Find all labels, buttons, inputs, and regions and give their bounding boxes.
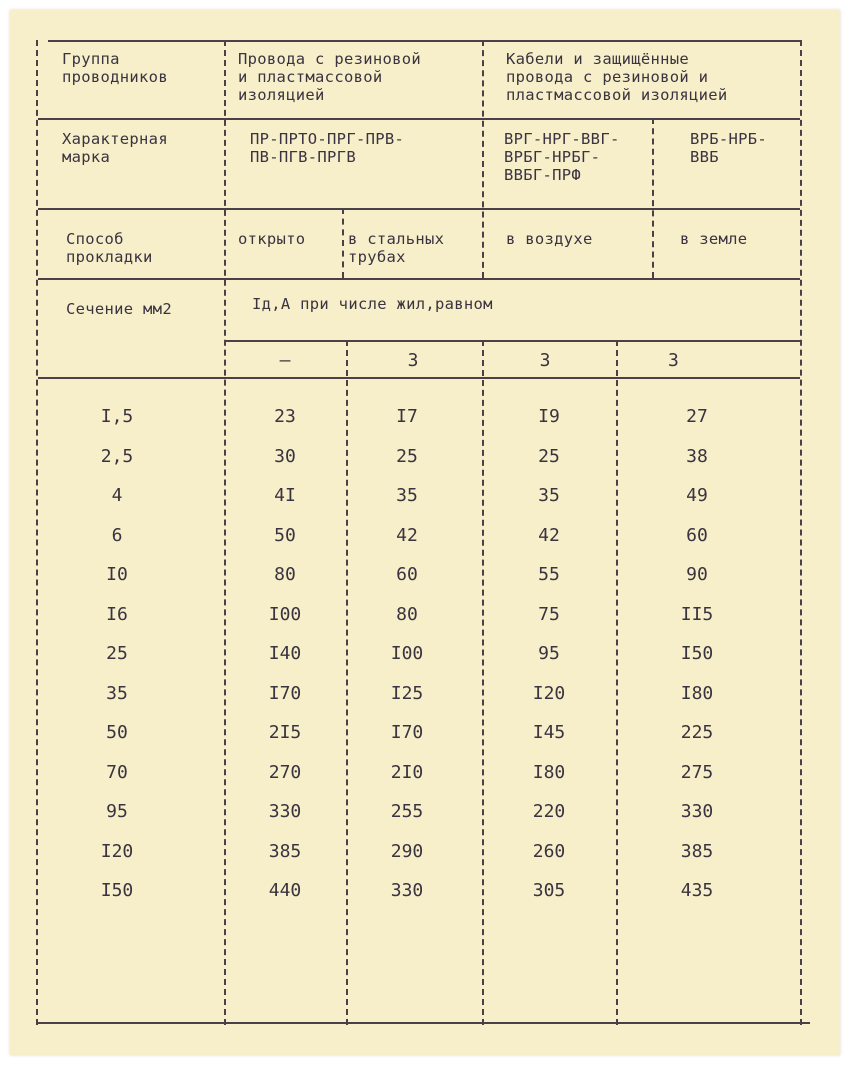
current-cell: 290 [390, 840, 424, 862]
current-cell: 95 [538, 643, 560, 664]
current-cell: 4I [274, 485, 296, 506]
header-wires: Провода с резиновой и пластмассовой изоляцией [238, 50, 422, 104]
header-cables: Кабели и защищённые провода с резиновой и пластмассовой изоляцией [506, 50, 728, 104]
current-cell: 42 [538, 524, 560, 546]
col-line-2b [346, 340, 348, 1025]
col-line-right [800, 40, 802, 1025]
col-line-4 [652, 118, 654, 278]
current-cell: 30 [274, 445, 296, 467]
header-section: Сечение мм2 [66, 300, 172, 318]
laying-ground: в земле [680, 230, 748, 248]
laying-air: в воздухе [506, 230, 593, 248]
current-cell: 42 [396, 524, 418, 546]
header-group: Группа проводников [62, 50, 168, 86]
current-cell: I70 [390, 722, 424, 743]
current-cell: II5 [680, 603, 714, 625]
current-cell: I80 [532, 761, 566, 783]
rule-cores-top [224, 340, 800, 342]
current-cell: I80 [680, 682, 714, 704]
current-cell: 90 [686, 564, 708, 585]
header-current: Iд,А при числе жил,равном [252, 295, 493, 313]
section-cell: I50 [100, 880, 134, 901]
current-cell: 25 [538, 445, 560, 467]
current-cell: 60 [396, 564, 418, 585]
current-cell: 220 [532, 801, 566, 822]
rule-header-bottom [38, 377, 800, 379]
current-cell: 2I5 [268, 722, 302, 743]
col-line-3b [482, 340, 484, 1025]
current-cell: 275 [680, 761, 714, 783]
section-cell: 2,5 [100, 445, 134, 467]
mark-cables-air: ВРГ-НРГ-ВВГ- ВРБГ-НРБГ- ВВБГ-ПРФ [504, 130, 620, 184]
current-cell: 435 [680, 880, 714, 901]
current-cell: 75 [538, 603, 560, 625]
current-cell: 440 [268, 880, 302, 901]
rule-bottom [38, 1022, 810, 1024]
current-cell: I45 [532, 722, 566, 743]
current-cell: 260 [532, 840, 566, 862]
col-line-3 [482, 40, 484, 278]
current-cell: 330 [390, 880, 424, 901]
current-cell: I20 [532, 682, 566, 704]
current-cell: 2I0 [390, 761, 424, 783]
laying-open: открыто [238, 230, 306, 248]
cores-col3: 3 [539, 350, 551, 371]
rule-after-mark [38, 208, 800, 210]
cores-col4: 3 [668, 350, 679, 371]
current-cell: 55 [538, 564, 560, 585]
current-cell: 38 [686, 445, 708, 467]
current-cell: 60 [686, 524, 708, 546]
header-mark: Характерная марка [62, 130, 168, 166]
cores-col1: – [279, 350, 291, 371]
current-cell: 35 [396, 485, 418, 506]
section-cell: 70 [106, 761, 128, 783]
current-cell: 80 [274, 564, 296, 585]
rule-after-laying [38, 278, 800, 280]
header-laying: Способ прокладки [66, 230, 153, 266]
section-cell: I6 [106, 603, 128, 625]
current-cell: 330 [268, 801, 302, 822]
current-cell: I7 [396, 406, 418, 427]
current-cell: 25 [396, 445, 418, 467]
section-cell: 4 [111, 485, 123, 506]
current-cell: 385 [268, 840, 302, 862]
mark-cables-ground: ВРБ-НРБ- ВВБ [690, 130, 768, 166]
mark-wires: ПР-ПРТО-ПРГ-ПРВ- ПВ-ПГВ-ПРГВ [250, 130, 405, 166]
section-cell: 6 [111, 524, 123, 546]
section-cell: I20 [100, 840, 134, 862]
col-line-4b [616, 340, 618, 1025]
rule-top [48, 40, 800, 42]
current-cell: I70 [268, 682, 302, 704]
current-cell: 80 [396, 603, 418, 625]
current-cell: I50 [680, 643, 714, 664]
col-line-2 [342, 208, 344, 278]
section-cell: I0 [106, 564, 128, 585]
current-cell: 35 [538, 485, 560, 506]
section-cell: 35 [106, 682, 128, 704]
current-cell: 225 [680, 722, 714, 743]
section-cell: I,5 [100, 406, 134, 427]
section-cell: 95 [106, 801, 128, 822]
current-cell: 27 [686, 406, 708, 427]
current-cell: 255 [390, 801, 424, 822]
cores-col2: 3 [407, 350, 419, 371]
current-cell: I9 [538, 406, 560, 427]
current-cell: 305 [532, 880, 566, 901]
col-line-left [36, 40, 38, 1025]
current-cell: 23 [274, 406, 296, 427]
current-cell: 50 [274, 524, 296, 546]
section-cell: 50 [106, 722, 128, 743]
laying-pipes: в стальных трубах [348, 230, 445, 266]
current-cell: I25 [390, 682, 424, 704]
section-cell: 25 [106, 643, 128, 664]
current-cell: 270 [268, 761, 302, 783]
current-cell: 385 [680, 840, 714, 862]
current-cell: I00 [390, 643, 424, 664]
current-cell: I00 [268, 603, 302, 625]
current-cell: 330 [680, 801, 714, 822]
current-cell: I40 [268, 643, 302, 664]
rule-after-group [38, 118, 800, 120]
col-line-1 [224, 40, 226, 1025]
current-cell: 49 [686, 485, 708, 506]
